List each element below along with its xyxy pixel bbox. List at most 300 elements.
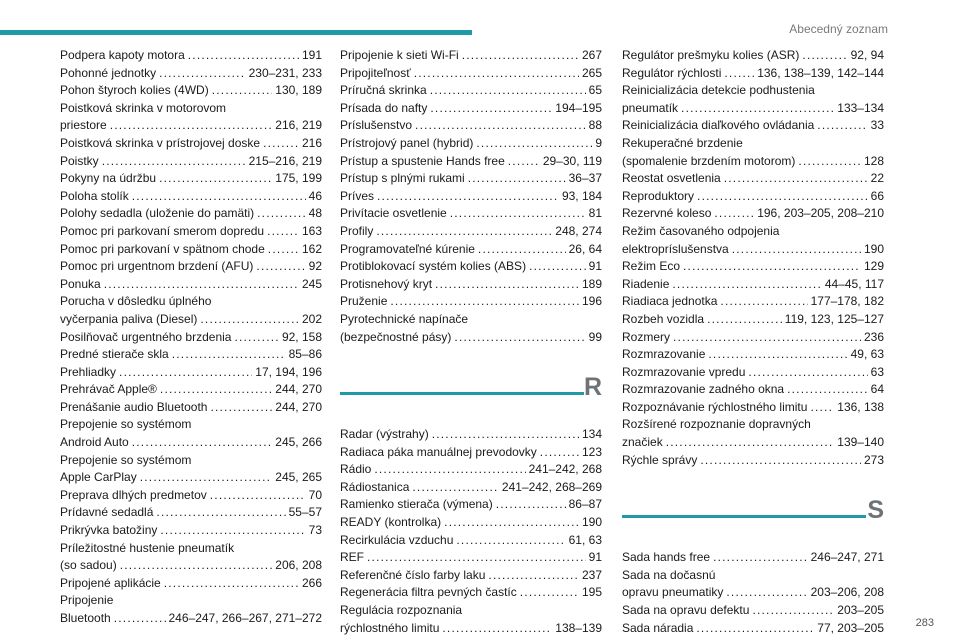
dot-leader [415,117,586,135]
entry-term: Polohy sedadla (uloženie do pamäti) [60,206,255,221]
index-entry [622,346,884,364]
index-entry [60,205,322,223]
entry-page-refs: 17, 194, 196 [255,364,322,379]
dot-leader [159,65,246,83]
index-entry-line [340,117,602,135]
dot-leader [697,188,868,206]
entry-term: Pruženie [340,294,388,309]
index-entry-line [622,153,884,171]
entry-term: Sada na dočasnú [622,567,716,582]
entry-page-refs: 265 [581,65,602,80]
index-entry-line [60,557,322,575]
page-number: 283 [915,617,934,629]
index-entry-line [340,496,602,514]
dot-leader [104,276,299,294]
entry-term: Rozmrazovanie zadného okna [622,382,785,397]
entry-page-refs: 81 [588,206,602,221]
entry-term: Poistková skrinka v motorovom [60,100,227,115]
index-entry [622,452,884,470]
entry-page-refs: 191 [301,48,322,62]
section-divider-rule [622,515,866,518]
entry-page-refs: 244, 270 [275,399,322,414]
index-entry [340,170,602,188]
entry-term: Režim časovaného odpojenia [622,223,780,238]
entry-term: Rekuperačné brzdenie [622,135,743,150]
index-entry [340,82,602,100]
index-entry-line [60,100,322,118]
dot-leader [529,258,586,276]
dot-leader [267,223,299,241]
dot-leader [724,65,754,83]
dot-leader [119,364,252,382]
index-entry [60,135,322,153]
dot-leader [376,223,552,241]
index-entry [340,549,602,567]
index-entry-line [60,47,322,65]
dot-leader [160,522,305,540]
index-entry [622,117,884,135]
index-entry [60,47,322,65]
index-entry-line [60,540,322,558]
entry-term: Príručná skrinka [340,83,427,98]
index-entry-line [60,205,322,223]
dot-leader [200,311,299,329]
entry-page-refs: 245 [301,276,322,291]
entry-term: Pomoc pri parkovaní v spätnom chode [60,241,265,256]
dot-leader [683,258,861,276]
dot-leader [714,205,754,223]
index-entry [60,82,322,100]
dot-leader [724,170,868,188]
index-entry [60,188,322,206]
entry-page-refs: 273 [863,452,884,467]
entry-page-refs: 99 [588,329,602,344]
entry-term: pneumatík [622,100,679,115]
entry-page-refs: 49, 63 [850,347,884,362]
section-letter-heading [340,372,602,412]
index-entry-line [622,311,884,329]
index-entry-line [622,346,884,364]
entry-term: Rozmery [622,329,671,344]
index-entry-line [340,65,602,83]
entry-page-refs: 29–30, 119 [542,153,602,168]
entry-term: rýchlostného limitu [340,620,440,635]
dot-leader [700,452,861,470]
index-entry [622,620,884,638]
index-entry-line [60,610,322,628]
index-entry-line [622,65,884,83]
entry-term: Ramienko stierača (výmena) [340,497,493,512]
index-entry [622,381,884,399]
entry-page-refs: 241–242, 268 [528,462,602,477]
dot-leader [468,170,566,188]
dot-leader [159,170,272,188]
entry-term: Radar (výstrahy) [340,427,429,442]
index-entry [622,47,884,65]
index-entry-line [622,329,884,347]
dot-leader [156,504,285,522]
index-entry [340,47,602,65]
entry-term: priestore [60,118,107,133]
index-entry [622,205,884,223]
index-entry-line [622,549,884,567]
index-entry-line [340,153,602,171]
index-entry [60,399,322,417]
entry-term: elektropríslušenstva [622,241,729,256]
index-entry [60,329,322,347]
entry-page-refs: 138–139 [555,620,602,635]
dot-leader [496,496,566,514]
index-entry-line [622,82,884,100]
index-entry-line [60,311,322,329]
entry-page-refs: 244, 270 [275,382,322,397]
entry-term: Recirkulácia vzduchu [340,532,454,547]
entry-term: Pripojiteľnosť [340,65,411,80]
entry-term: opravu pneumatiky [622,585,724,600]
entry-term: Príslušenstvo [340,118,413,133]
entry-page-refs: 92, 94 [850,48,884,62]
entry-page-refs: 93, 184 [561,188,602,203]
index-entry-line [622,381,884,399]
index-entry-line [622,135,884,153]
dot-leader [442,620,552,638]
dot-leader [414,65,579,83]
entry-page-refs: 128 [863,153,884,168]
entry-term: Prísada do nafty [340,100,428,115]
entry-page-refs: 190 [581,515,602,530]
index-entry-line [60,434,322,452]
entry-term: Režim Eco [622,259,681,274]
index-entry [622,416,884,451]
index-entry-line [622,258,884,276]
index-entry-line [622,241,884,259]
dot-leader [268,241,299,259]
entry-term: Prístup s plnými rukami [340,171,465,186]
entry-term: Príležitostné hustenie pneumatík [60,540,235,555]
dot-leader [390,293,579,311]
entry-page-refs: 177–178, 182 [810,294,884,309]
index-entry [60,258,322,276]
index-entry [622,293,884,311]
index-entry-line [340,276,602,294]
entry-page-refs: 163 [301,223,322,238]
index-entry-line [60,117,322,135]
index-entry [622,276,884,294]
index-entry-line [340,461,602,479]
entry-term: Prepojenie so systémom [60,452,192,467]
entry-term: Príves [340,188,375,203]
entry-term: Rádiostanica [340,479,410,494]
dot-leader [450,205,586,223]
dot-leader [817,117,867,135]
index-entry-line [60,82,322,100]
dot-leader [412,479,499,497]
entry-page-refs: 63 [870,364,884,379]
entry-term: Rozpoznávanie rýchlostného limitu [622,399,808,414]
entry-page-refs: 215–216, 219 [248,153,322,168]
index-entry-line [60,592,322,610]
index-entry [340,205,602,223]
index-entry [340,153,602,171]
index-entry [60,487,322,505]
index-entry-line [622,567,884,585]
entry-term: Poistková skrinka v prístrojovej doske [60,135,261,150]
page-header-title: Abecedný zoznam [789,22,888,36]
index-entry-line [340,426,602,444]
dot-leader [732,241,861,259]
index-entry [340,567,602,585]
entry-term: Sada hands free [622,550,711,565]
index-entry-line [340,514,602,532]
entry-page-refs: 65 [588,83,602,98]
dot-leader [367,549,586,567]
dot-leader [256,258,305,276]
index-entry [340,258,602,276]
index-entry-line [622,584,884,602]
entry-page-refs: 248, 274 [555,223,602,238]
entry-term: Reinicializácia diaľkového ovládania [622,118,815,133]
entry-term: Pohonné jednotky [60,65,157,80]
entry-page-refs: 22 [870,171,884,186]
dot-leader [520,584,579,602]
index-entry-line [60,381,322,399]
index-entry-line [622,205,884,223]
entry-term: Apple CarPlay [60,470,137,485]
index-entry [60,364,322,382]
index-entry [340,496,602,514]
entry-page-refs: 236 [863,329,884,344]
index-entry [60,100,322,135]
index-entry-line [340,311,602,329]
entry-term: Regulácia rozpoznania [340,603,463,618]
index-entry-line [60,575,322,593]
dot-leader [257,205,306,223]
entry-term: Prídavné sedadlá [60,505,154,520]
index-entry-line [60,329,322,347]
entry-page-refs: 267 [581,48,602,62]
entry-term: Pripojené aplikácie [60,575,161,590]
header-accent-bar [0,30,472,35]
index-entry [622,329,884,347]
dot-leader [140,469,273,487]
entry-page-refs: 36–37 [568,171,602,186]
entry-term: Rozšírené rozpoznanie dopravných [622,417,811,432]
index-entry [340,532,602,550]
entry-page-refs: 123 [581,444,602,459]
entry-page-refs: 162 [301,241,322,256]
entry-page-refs: 91 [588,550,602,565]
index-entry [60,346,322,364]
index-entry-line [340,329,602,347]
index-entry [622,65,884,83]
index-entry [60,592,322,627]
entry-page-refs: 86–87 [568,497,602,512]
index-entry-line [340,444,602,462]
entry-term: Prepojenie so systémom [60,417,192,432]
index-entry-line [340,567,602,585]
entry-term: Porucha v dôsledku úplného [60,294,212,309]
entry-page-refs: 139–140 [837,435,884,450]
entry-page-refs: 70 [308,487,322,502]
index-entry [340,65,602,83]
dot-leader [430,82,586,100]
entry-term: Prehrávač Apple® [60,382,157,397]
index-entry [60,540,322,575]
entry-term: READY (kontrolka) [340,515,442,530]
entry-term: Prístup a spustenie Hands free [340,153,505,168]
dot-leader [212,82,273,100]
entry-term: značiek [622,435,663,450]
entry-term: Programovateľné kúrenie [340,241,475,256]
entry-term: Prehliadky [60,364,117,379]
entry-page-refs: 175, 199 [275,171,322,186]
index-entry [622,311,884,329]
section-divider-rule [340,392,584,395]
index-entry-line [622,47,884,65]
dot-leader [673,329,861,347]
index-entry-line [60,135,322,153]
entry-term: Prikrývka batožiny [60,523,158,538]
index-entry-line [622,602,884,620]
index-entry-line [622,293,884,311]
entry-term: Sada náradia [622,620,694,635]
index-entry-line [340,170,602,188]
entry-page-refs: 66 [870,188,884,203]
dot-leader [810,399,834,417]
index-entry [60,276,322,294]
entry-page-refs: 33 [870,118,884,133]
index-entry-line [60,153,322,171]
index-entry-line [60,399,322,417]
entry-term: Bluetooth [60,611,111,625]
dot-leader [210,399,272,417]
dot-leader [726,584,807,602]
entry-term: Pomoc pri urgentnom brzdení (AFU) [60,259,254,274]
entry-page-refs: 246–247, 271 [810,550,884,565]
index-entry-line [622,399,884,417]
index-entry [622,399,884,417]
index-column-1 [60,47,322,628]
index-entry [60,65,322,83]
entry-term: (so sadou) [60,558,117,573]
index-entry [340,584,602,602]
dot-leader [696,620,814,638]
dot-leader [120,557,273,575]
entry-page-refs: 55–57 [288,505,322,520]
dot-leader [666,434,835,452]
entry-term: Reostat osvetlenia [622,171,721,186]
dot-leader [748,364,867,382]
dot-leader [164,575,299,593]
dot-leader [708,346,847,364]
index-entry [60,293,322,328]
dot-leader [681,100,834,118]
entry-term: Rádio [340,462,372,477]
index-entry-line [340,100,602,118]
dot-leader [462,47,579,65]
index-entry [60,153,322,171]
entry-page-refs: 230–231, 233 [248,65,322,80]
dot-leader [132,188,306,206]
index-entry [60,504,322,522]
index-entry [60,381,322,399]
index-entry-line [340,602,602,620]
index-entry-line [340,205,602,223]
entry-term: Regulátor prešmyku kolies (ASR) [622,48,800,62]
dot-leader [802,47,847,65]
index-entry-line [60,522,322,540]
index-entry-line [60,170,322,188]
entry-page-refs: 195 [581,585,602,600]
section-letter: S [867,496,884,525]
dot-leader [787,381,868,399]
index-entry [622,82,884,117]
entry-page-refs: 73 [308,523,322,538]
index-entry-line [340,82,602,100]
entry-page-refs: 194–195 [555,100,602,115]
entry-page-refs: 129 [863,259,884,274]
index-entry-line [340,584,602,602]
index-entry [340,188,602,206]
index-entry [340,241,602,259]
entry-term: Referenčné číslo farby laku [340,567,486,582]
index-entry [60,241,322,259]
index-entry-line [340,549,602,567]
index-entry-line [340,293,602,311]
index-entry [622,602,884,620]
dot-leader [454,329,585,347]
entry-page-refs: 130, 189 [275,83,322,98]
index-entry [622,364,884,382]
index-entry [60,452,322,487]
index-column-2 [340,47,602,637]
index-entry [60,223,322,241]
entry-term: Rýchle správy [622,452,698,467]
index-entry [622,188,884,206]
dot-leader [478,241,566,259]
index-entry [340,135,602,153]
index-entry [340,293,602,311]
entry-page-refs: 246–247, 266–267, 271–272 [168,611,322,625]
entry-term: Podpera kapoty motora [60,48,185,62]
dot-leader [488,567,579,585]
index-entry [340,100,602,118]
entry-term: Regulátor rýchlosti [622,65,722,80]
index-entry-line [60,416,322,434]
dot-leader [798,153,861,171]
index-entry-line [340,135,602,153]
index-entry-line [60,469,322,487]
index-entry [340,602,602,637]
entry-term: Rozbeh vozidla [622,311,705,326]
index-entry-line [622,620,884,638]
index-entry [340,223,602,241]
entry-term: Poistky [60,153,99,168]
entry-term: Reproduktory [622,188,695,203]
entry-term: Posilňovač urgentného brzdenia [60,329,232,344]
index-entry [60,522,322,540]
entry-term: Prístrojový panel (hybrid) [340,135,474,150]
index-entry-line [340,188,602,206]
entry-term: Predné stierače skla [60,347,169,362]
dot-leader [720,293,807,311]
dot-leader [234,329,279,347]
index-entry-line [622,452,884,470]
entry-term: Poloha stolík [60,188,129,203]
index-entry-line [340,47,602,65]
entry-page-refs: 26, 64 [568,241,602,256]
entry-term: Riadenie [622,276,670,291]
